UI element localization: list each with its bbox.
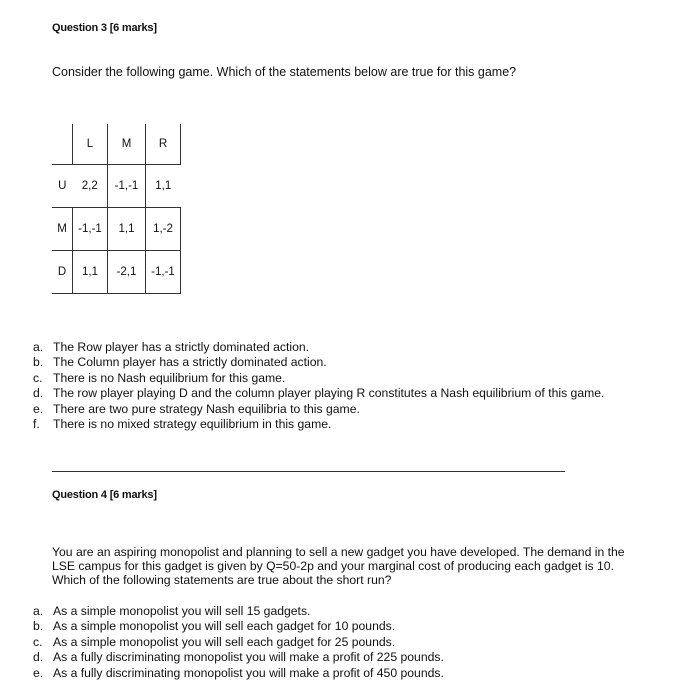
q4-option-a (33, 604, 444, 619)
prompt-line: LSE campus for this gadget is given by Q=50-2p and your marginal cost of producing each gadget is 10. (52, 559, 614, 574)
q3-option-a (33, 340, 604, 355)
prompt-line: You are an aspiring monopolist and planning to sell a new gadget you have developed. The demand in the (52, 545, 625, 559)
section-divider (52, 471, 565, 472)
question-3-title: Question 3 [6 marks] (52, 22, 157, 34)
option-letter: e. (33, 401, 44, 416)
payoff-cell-d-l: 1,1 (73, 251, 108, 294)
option-letter: b. (33, 355, 44, 370)
q4-option-b (33, 619, 444, 634)
payoff-matrix (52, 124, 181, 294)
option-letter: c. (33, 370, 43, 385)
option-letter: d. (33, 650, 44, 665)
question-3-prompt: Consider the following game. Which of the statements below are true for this game? (52, 65, 517, 79)
question-4-prompt (52, 545, 652, 588)
row-label-u: U (52, 165, 73, 208)
payoff-row-m (52, 208, 181, 251)
option-text: The row player playing D and the column player playing R constitutes a Nash equilibrium of this game. (53, 386, 605, 401)
payoff-header-row (52, 124, 181, 165)
payoff-cell-d-m: -2,1 (108, 251, 146, 294)
payoff-cell-m-r: 1,-2 (146, 208, 181, 251)
option-text: As a simple monopolist you will sell each gadget for 10 pounds. (53, 619, 396, 634)
option-letter: d. (33, 386, 44, 401)
column-header-m: M (108, 124, 146, 165)
column-header-r: R (146, 124, 181, 165)
q3-option-d (33, 386, 604, 401)
column-header-l: L (73, 124, 108, 165)
option-text: As a simple monopolist you will sell 15 gadgets. (53, 604, 311, 618)
payoff-cell-m-l: -1,-1 (73, 208, 108, 251)
option-text: As a fully discriminating monopolist you will make a profit of 225 pounds. (53, 650, 444, 665)
option-letter: c. (33, 634, 43, 649)
payoff-row-d (52, 251, 181, 294)
row-label-d: D (52, 251, 73, 294)
option-letter: e. (33, 665, 44, 680)
option-text: There is no Nash equilibrium for this game. (53, 370, 286, 385)
q3-option-e (33, 402, 604, 417)
option-text: As a simple monopolist you will sell each gadget for 25 pounds. (53, 634, 396, 649)
option-text: The Column player has a strictly dominated action. (53, 355, 327, 370)
prompt-line: Which of the following statements are true about the short run? (52, 573, 392, 588)
payoff-cell-u-m: -1,-1 (108, 165, 146, 208)
payoff-corner-cell (52, 124, 73, 165)
question-4-title: Question 4 [6 marks] (52, 489, 157, 501)
q4-option-e (33, 666, 444, 681)
row-label-m: M (52, 208, 73, 251)
payoff-cell-d-r: -1,-1 (146, 251, 181, 294)
option-letter: b. (33, 619, 44, 634)
q3-option-b (33, 355, 604, 370)
payoff-cell-u-l: 2,2 (73, 165, 108, 208)
q3-option-c (33, 371, 604, 386)
option-text: The Row player has a strictly dominated action. (53, 340, 310, 354)
payoff-cell-u-r: 1,1 (146, 165, 181, 208)
question-3-options (33, 340, 604, 432)
payoff-cell-m-m: 1,1 (108, 208, 146, 251)
option-text: There is no mixed strategy equilibrium in this game. (53, 417, 332, 432)
question-4-options (33, 604, 444, 681)
option-text: As a fully discriminating monopolist you will make a profit of 450 pounds. (53, 665, 444, 680)
option-letter: a. (33, 340, 44, 354)
payoff-row-u (52, 165, 181, 208)
q3-option-f (33, 417, 604, 432)
option-letter: f. (33, 417, 40, 432)
q4-option-c (33, 635, 444, 650)
option-letter: a. (33, 604, 44, 618)
q4-option-d (33, 650, 444, 665)
option-text: There are two pure strategy Nash equilibria to this game. (53, 401, 360, 416)
